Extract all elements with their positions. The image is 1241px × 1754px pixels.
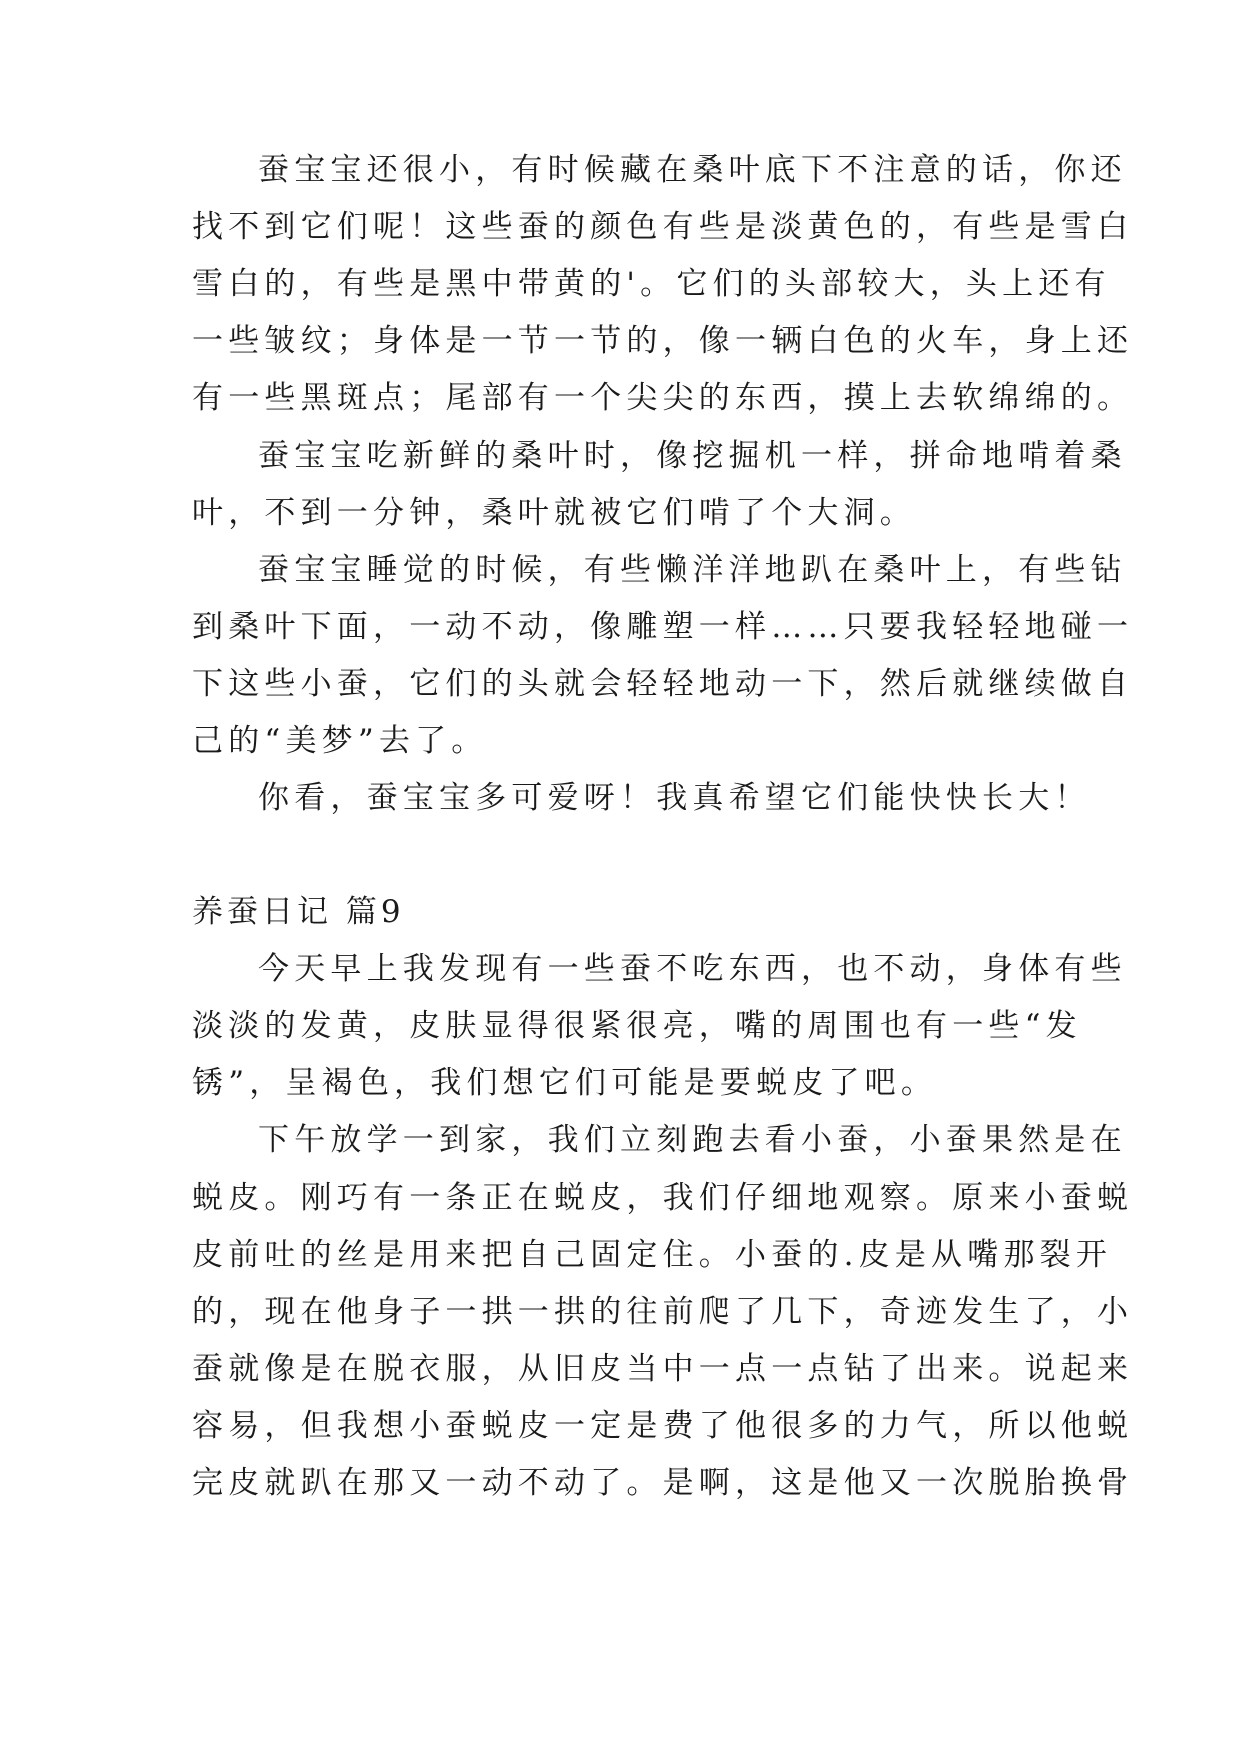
text-line: 找不到它们呢！这些蚕的颜色有些是淡黄色的，有些是雪白 [192, 209, 1134, 245]
text-line: 皮前吐的丝是用来把自己固定住。小蚕的.皮是从嘴那裂开 [192, 1237, 1113, 1273]
text-line: 己的“美梦”去了。 [192, 723, 488, 759]
section-heading: 养蚕日记 篇9 [192, 894, 405, 930]
text-line: 有一些黑斑点；尾部有一个尖尖的东西，摸上去软绵绵的。 [192, 380, 1134, 416]
text-line: 下这些小蚕，它们的头就会轻轻地动一下，然后就继续做自 [192, 666, 1134, 702]
text-line: 下午放学一到家，我们立刻跑去看小蚕，小蚕果然是在 [258, 1122, 1127, 1158]
text-line: 的，现在他身子一拱一拱的往前爬了几下，奇迹发生了，小 [192, 1294, 1134, 1330]
text-line: 一些皱纹；身体是一节一节的，像一辆白色的火车，身上还 [192, 323, 1134, 359]
text-line: 容易，但我想小蚕蜕皮一定是费了他很多的力气，所以他蜕 [192, 1408, 1134, 1444]
text-line: 完皮就趴在那又一动不动了。是啊，这是他又一次脱胎换骨 [192, 1465, 1134, 1501]
text-line: 蚕就像是在脱衣服，从旧皮当中一点一点钻了出来。说起来 [192, 1351, 1134, 1387]
text-line: 蚕宝宝吃新鲜的桑叶时，像挖掘机一样，拼命地啃着桑 [258, 438, 1127, 474]
text-line: 蚕宝宝睡觉的时候，有些懒洋洋地趴在桑叶上，有些钻 [258, 552, 1127, 588]
text-line: 叶，不到一分钟，桑叶就被它们啃了个大洞。 [192, 495, 916, 531]
text-line: 蚕宝宝还很小，有时候藏在桑叶底下不注意的话，你还 [258, 152, 1127, 188]
text-line: 锈”，呈褐色，我们想它们可能是要蜕皮了吧。 [192, 1065, 938, 1101]
text-line: 今天早上我发现有一些蚕不吃东西，也不动，身体有些 [258, 951, 1127, 987]
text-line: 到桑叶下面，一动不动，像雕塑一样……只要我轻轻地碰一 [192, 609, 1134, 645]
text-line: 蜕皮。刚巧有一条正在蜕皮，我们仔细地观察。原来小蚕蜕 [192, 1180, 1134, 1216]
text-line: 雪白的，有些是黑中带黄的'。它们的头部较大，头上还有 [192, 266, 1111, 302]
text-line: 你看，蚕宝宝多可爱呀！我真希望它们能快快长大！ [258, 780, 1091, 816]
text-line: 淡淡的发黄，皮肤显得很紧很亮，嘴的周围也有一些“发 [192, 1008, 1082, 1044]
